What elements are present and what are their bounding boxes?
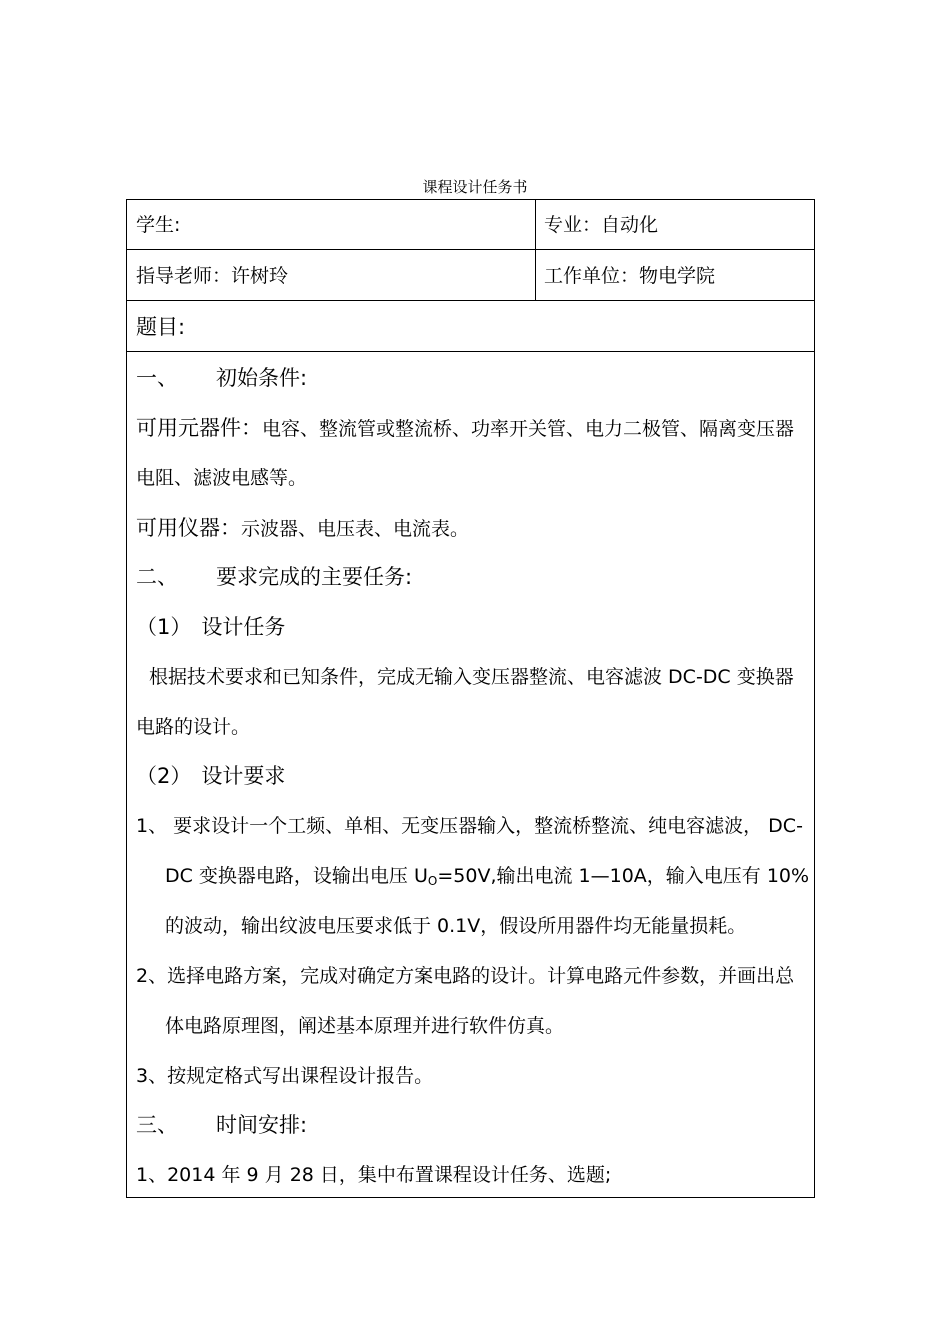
instruments-text: 示波器、电压表、电流表。 <box>241 518 470 540</box>
components-line <box>136 415 794 442</box>
components-line-2: 电阻、滤波电感等。 <box>136 467 308 489</box>
task-table <box>126 199 815 1198</box>
advisor-field: 指导老师：许树玲 <box>136 265 289 287</box>
major-field: 专业：自动化 <box>544 214 659 236</box>
requirement-1-line-2: DC 变换器电路，设输出电压 $U_O=50V$,输出电流 1—10A，输入电压有 10% <box>165 865 810 888</box>
components-label: 可用元器件： <box>136 416 262 440</box>
subsection-design-requirements <box>136 763 285 789</box>
section-schedule <box>136 1112 307 1138</box>
column-divider <box>535 200 536 300</box>
requirement-3: 3、按规定格式写出课程设计报告。 <box>136 1065 434 1087</box>
subscript: O <box>427 874 438 888</box>
unit-field: 工作单位：物电学院 <box>544 265 716 287</box>
section-title: 时间安排: <box>216 1113 308 1137</box>
schedule-item-1: 1、2014 年 9 月 28 日，集中布置课程设计任务、选题; <box>136 1164 612 1186</box>
section-number: 二、 <box>136 565 178 589</box>
document-title: 课程设计任务书 <box>422 178 528 196</box>
section-number: 三、 <box>136 1113 178 1137</box>
subsection-design-task <box>136 614 285 640</box>
subsection-title: 设计要求 <box>201 764 286 788</box>
topic-label: 题目: <box>136 315 186 339</box>
row-divider <box>127 249 814 250</box>
student-label: 学生: <box>136 214 181 236</box>
requirement-1-line-3: 的波动，输出纹波电压要求低于 0.1V，假设所用器件均无能量损耗。 <box>165 915 747 937</box>
subsection-number: （1） <box>136 615 192 639</box>
subsection-number: （2） <box>136 764 192 788</box>
section-initial-conditions <box>136 365 307 391</box>
section-main-tasks <box>136 564 412 590</box>
subsection-title: 设计任务 <box>201 615 286 639</box>
section-title: 要求完成的主要任务: <box>216 565 413 589</box>
requirement-1-line-1: 1、 要求设计一个工频、单相、无变压器输入，整流桥整流、纯电容滤波， DC- <box>136 815 803 837</box>
row-divider <box>127 351 814 352</box>
instruments-label: 可用仪器： <box>136 516 241 540</box>
section-number: 一、 <box>136 366 178 390</box>
design-task-line-1: 根据技术要求和已知条件，完成无输入变压器整流、电容滤波 DC-DC 变换器 <box>149 666 794 688</box>
components-text: 电容、整流管或整流桥、功率开关管、电力二极管、隔离变压器 <box>262 418 795 440</box>
design-task-line-2: 电路的设计。 <box>136 716 251 738</box>
instruments-line <box>136 515 469 542</box>
requirement-2-line-2: 体电路原理图，阐述基本原理并进行软件仿真。 <box>165 1015 565 1037</box>
row-divider <box>127 300 814 301</box>
requirement-2-line-1: 2、选择电路方案，完成对确定方案电路的设计。计算电路元件参数，并画出总 <box>136 965 795 987</box>
section-title: 初始条件: <box>216 366 308 390</box>
